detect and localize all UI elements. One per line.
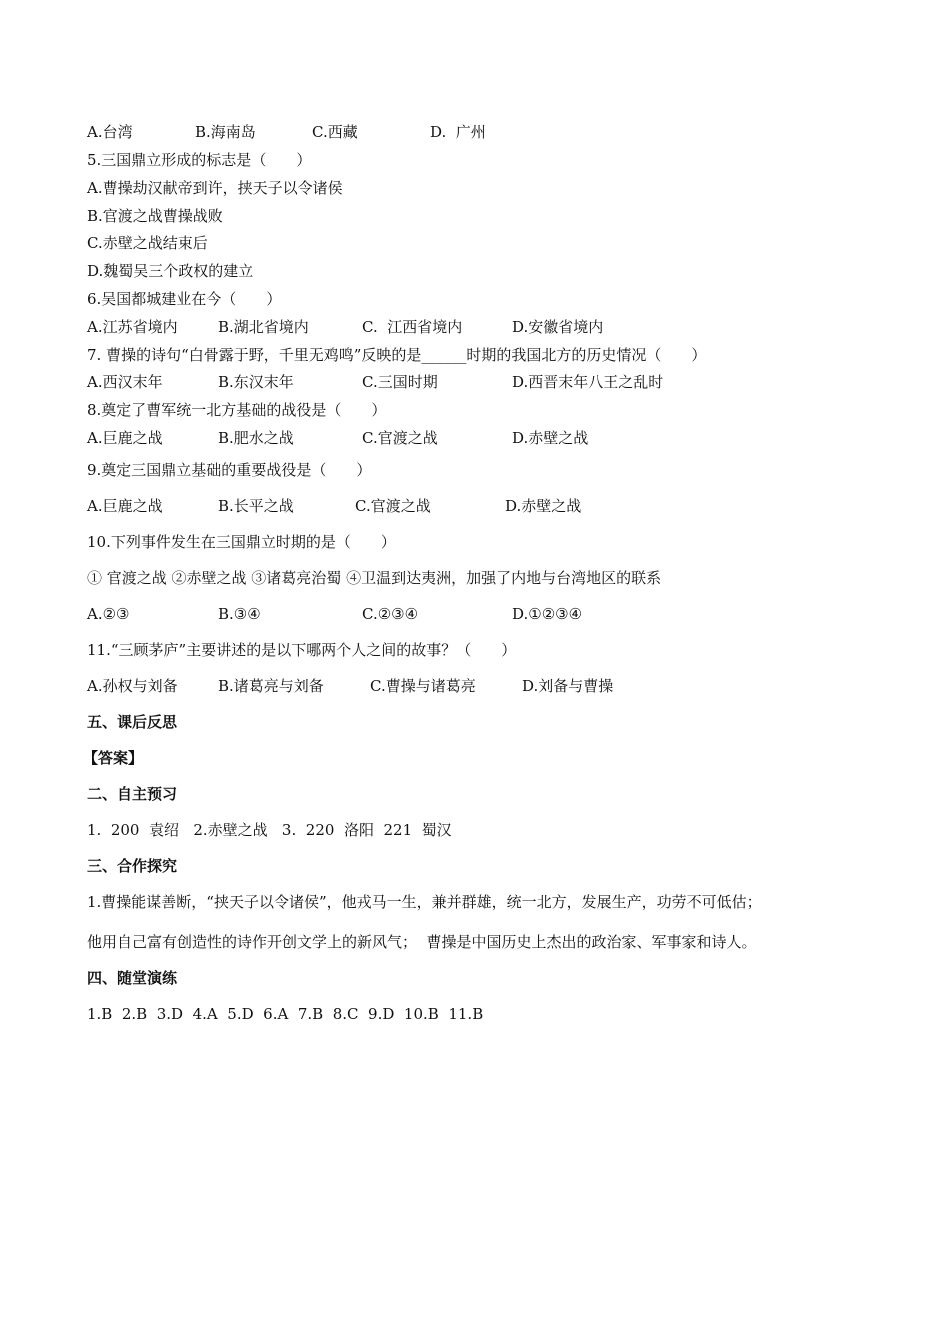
q10-option-d: D.①②③④ (512, 605, 583, 623)
q11-option-b: B.诸葛亮与刘备 (218, 677, 324, 695)
q11-option-c: C.曹操与诸葛亮 (370, 677, 476, 695)
q6-option-b: B.湖北省境内 (218, 318, 309, 336)
section-reflection-heading: 五、课后反思 (87, 713, 178, 731)
answer-title: 【答案】 (83, 749, 144, 767)
cooperation-answer-line-1: 1.曹操能谋善断，“挟天子以令诸侯”，他戎马一生，兼并群雄，统一北方，发展生产，功劳不可低估； (87, 893, 762, 911)
q7-option-b: B.东汉末年 (218, 373, 294, 391)
q9-option-d: D.赤壁之战 (505, 497, 582, 515)
q5-option-b: B.官渡之战曹操战败 (87, 207, 223, 225)
q8-option-d: D.赤壁之战 (512, 429, 589, 447)
q9-stem: 9.奠定三国鼎立基础的重要战役是（ ） (87, 461, 372, 479)
q10-option-a: A.②③ (87, 605, 130, 623)
q6-option-d: D.安徽省境内 (512, 318, 604, 336)
q10-stem: 10.下列事件发生在三国鼎立时期的是（ ） (87, 533, 396, 551)
q4-option-a: A.台湾 (87, 123, 133, 141)
q10-option-b: B.③④ (218, 605, 261, 623)
q9-option-a: A.巨鹿之战 (87, 497, 163, 515)
section-preview-heading: 二、自主预习 (87, 785, 178, 803)
preview-answers: 1. 200 袁绍 2.赤壁之战 3. 220 洛阳 221 蜀汉 (87, 821, 452, 839)
q10-items: ① 官渡之战 ②赤壁之战 ③诸葛亮治蜀 ④卫温到达夷洲，加强了内地与台湾地区的联系 (87, 569, 662, 587)
q6-option-c: C. 江西省境内 (362, 318, 463, 336)
q7-stem: 7. 曹操的诗句“白骨露于野，千里无鸡鸣”反映的是______时期的我国北方的历史情况（ ） (87, 346, 707, 364)
section-cooperation-heading: 三、合作探究 (87, 857, 178, 875)
q7-option-c: C.三国时期 (362, 373, 438, 391)
q4-option-d: D. 广州 (430, 123, 486, 141)
q6-stem: 6.吴国都城建业在今（ ） (87, 290, 282, 308)
q8-stem: 8.奠定了曹军统一北方基础的战役是（ ） (87, 401, 387, 419)
q6-option-a: A.江苏省境内 (87, 318, 178, 336)
q4-option-c: C.西藏 (312, 123, 358, 141)
q8-option-c: C.官渡之战 (362, 429, 438, 447)
q11-option-d: D.刘备与曹操 (522, 677, 614, 695)
q11-stem: 11.“三顾茅庐”主要讲述的是以下哪两个人之间的故事？（ ） (87, 641, 517, 659)
practice-answers: 1.B 2.B 3.D 4.A 5.D 6.A 7.B 8.C 9.D 10.B 11.B (87, 1005, 484, 1023)
q5-option-a: A.曹操劫汉献帝到许，挟天子以令诸侯 (87, 179, 343, 197)
q10-option-c: C.②③④ (362, 605, 419, 623)
q11-option-a: A.孙权与刘备 (87, 677, 178, 695)
cooperation-answer-line-2: 他用自己富有创造性的诗作开创文学上的新风气； 曹操是中国历史上杰出的政治家、军事家和诗人。 (87, 933, 757, 951)
q4-option-b: B.海南岛 (195, 123, 256, 141)
q5-stem: 5.三国鼎立形成的标志是（ ） (87, 151, 312, 169)
q5-option-d: D.魏蜀吴三个政权的建立 (87, 262, 254, 280)
q7-option-a: A.西汉末年 (87, 373, 163, 391)
section-practice-heading: 四、随堂演练 (87, 969, 178, 987)
q5-option-c: C.赤壁之战结束后 (87, 234, 208, 252)
q9-option-c: C.官渡之战 (355, 497, 431, 515)
q8-option-a: A.巨鹿之战 (87, 429, 163, 447)
q8-option-b: B.肥水之战 (218, 429, 294, 447)
q7-option-d: D.西晋末年八王之乱时 (512, 373, 664, 391)
q9-option-b: B.长平之战 (218, 497, 294, 515)
